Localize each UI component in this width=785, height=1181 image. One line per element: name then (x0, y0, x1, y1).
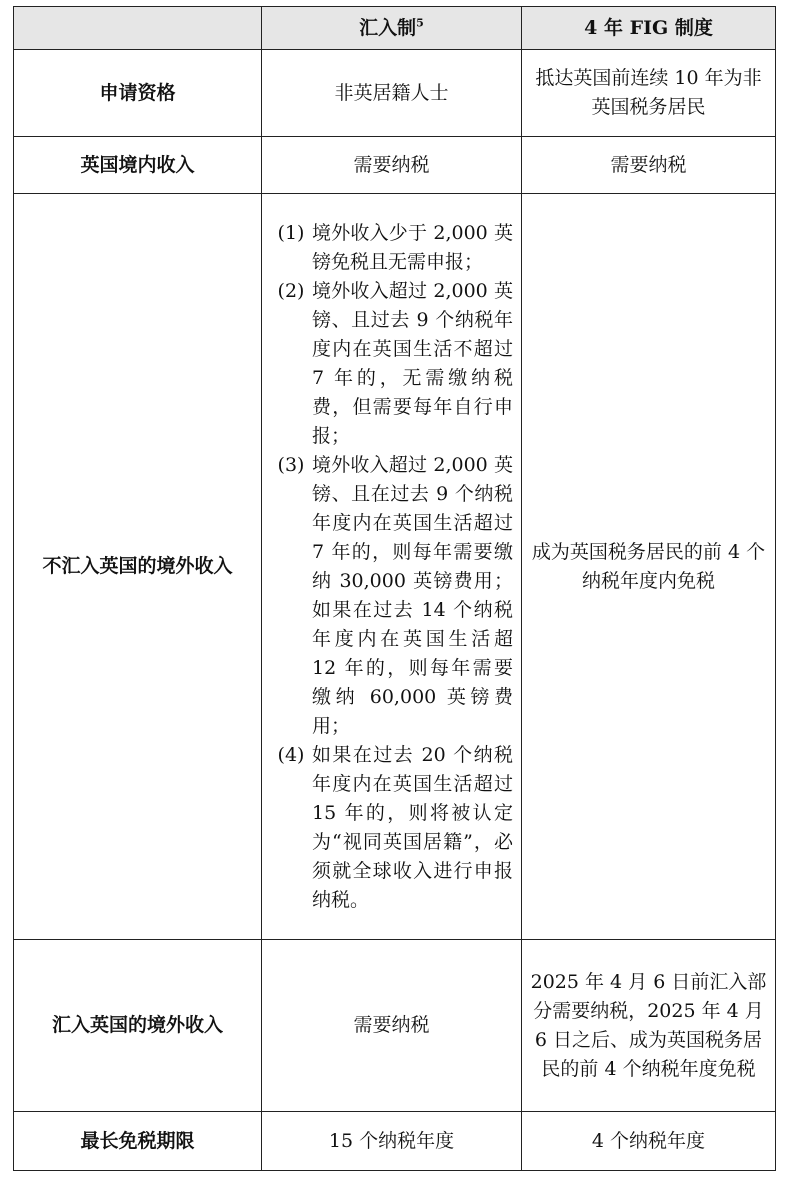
row-label: 最长免税期限 (14, 1112, 262, 1171)
fig-cell: 需要纳税 (522, 137, 776, 194)
remittance-cell: 需要纳税 (262, 137, 522, 194)
list-item-number: (3) (277, 453, 305, 476)
remittance-cell: 15 个纳税年度 (262, 1112, 522, 1171)
list-item (270, 741, 513, 915)
remittance-cell: 非英居籍人士 (262, 50, 522, 137)
list-item-text: 境外收入超过 2,000 英镑、且在过去 9 个纳税年度内在英国生活超过 7 年的，则每年需要缴纳 30,000 英镑费用；如果在过去 14 个纳税年度内在英国生活超 12 年的，则每年需要缴纳 60,000 英镑费用； (312, 453, 513, 737)
row-label: 汇入英国的境外收入 (14, 940, 262, 1112)
row-label: 申请资格 (14, 50, 262, 137)
header-remittance-label: 汇入制 (359, 16, 417, 39)
row-remitted-foreign-income (14, 940, 776, 1112)
header-remittance-cell (262, 7, 522, 50)
remittance-cell: 需要纳税 (262, 940, 522, 1112)
list-item (270, 219, 513, 277)
header-blank-cell (14, 7, 262, 50)
footnote-marker: 5 (416, 16, 424, 30)
list-item-text: 境外收入少于 2,000 英镑免税且无需申报； (312, 221, 513, 273)
row-unremitted-foreign-income (14, 194, 776, 940)
fig-cell: 2025 年 4 月 6 日前汇入部分需要纳税，2025 年 4 月 6 日之后、成为英国税务居民的前 4 个纳税年度免税 (522, 940, 776, 1112)
list-item-text: 如果在过去 20 个纳税年度内在英国生活超过 15 年的，则将被认定为“视同英国居籍”，必须就全球收入进行申报纳税。 (312, 743, 513, 911)
fig-cell: 成为英国税务居民的前 4 个纳税年度内免税 (522, 194, 776, 940)
header-fig-cell: 4 年 FIG 制度 (522, 7, 776, 50)
row-label: 英国境内收入 (14, 137, 262, 194)
remittance-list-cell (262, 194, 522, 940)
list-item-text: 境外收入超过 2,000 英镑、且过去 9 个纳税年度内在英国生活不超过 7 年的，无需缴纳税费，但需要每年自行申报； (312, 279, 513, 447)
header-row (14, 7, 776, 50)
row-max-exemption (14, 1112, 776, 1171)
list-item-number: (4) (277, 743, 305, 766)
list-item (270, 451, 513, 741)
comparison-table (13, 6, 776, 1171)
fig-cell: 抵达英国前连续 10 年为非英国税务居民 (522, 50, 776, 137)
list-item (270, 277, 513, 451)
row-eligibility (14, 50, 776, 137)
list-item-number: (2) (277, 279, 305, 302)
fig-cell: 4 个纳税年度 (522, 1112, 776, 1171)
list-item-number: (1) (277, 221, 305, 244)
row-uk-income (14, 137, 776, 194)
row-label: 不汇入英国的境外收入 (14, 194, 262, 940)
